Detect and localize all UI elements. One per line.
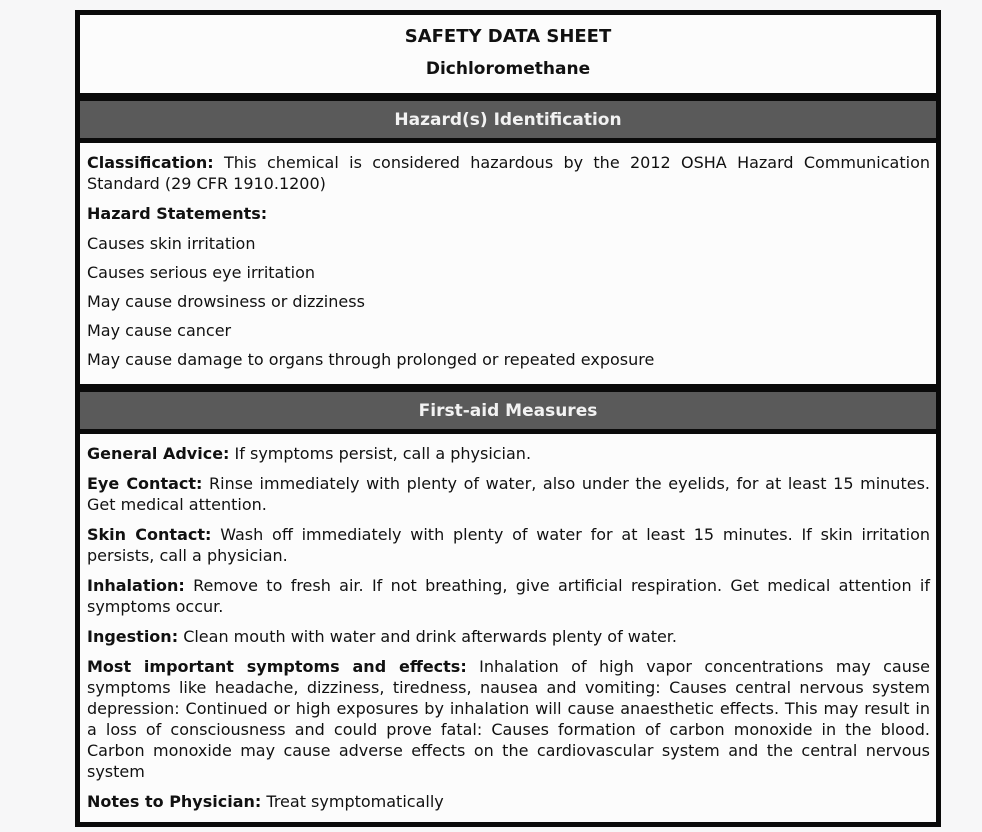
first-aid-item-label: General Advice:: [87, 444, 230, 463]
hazard-statements-heading: [87, 203, 930, 224]
first-aid-item-label: Ingestion:: [87, 627, 179, 646]
section-header-label: First-aid Measures: [418, 400, 598, 421]
first-aid-item-label: Eye Contact:: [87, 474, 203, 493]
hazard-statement: Causes serious eye irritation: [87, 263, 316, 282]
first-aid-item-general-advice: [87, 443, 930, 464]
title-block: [80, 15, 936, 101]
first-aid-item-text: Wash off immediately with plenty of water for at least 15 minutes. If skin irritation persists, call a physician.: [87, 525, 931, 565]
first-aid-measures-content: [80, 434, 936, 822]
first-aid-item-text: Rinse immediately with plenty of water, also under the eyelids, for at least 15 minutes. Get medical attention.: [87, 474, 930, 514]
first-aid-item-text: Remove to fresh air. If not breathing, give artificial respiration. Get medical attention if symptoms occur.: [87, 576, 930, 616]
section-header-hazard-identification: [80, 101, 936, 143]
document-subtitle: Dichloromethane: [425, 59, 591, 79]
first-aid-item-eye-contact: [87, 473, 930, 515]
first-aid-item-label: Notes to Physician:: [87, 792, 262, 811]
document-title: SAFETY DATA SHEET: [404, 26, 612, 47]
hazard-identification-content: [80, 143, 936, 392]
first-aid-item-text: Clean mouth with water and drink afterwards plenty of water.: [183, 627, 677, 646]
classification-paragraph: [87, 152, 930, 194]
first-aid-item-label: Inhalation:: [87, 576, 185, 595]
first-aid-item-label: Most important symptoms and effects:: [87, 657, 467, 676]
first-aid-item-text: If symptoms persist, call a physician.: [234, 444, 532, 463]
first-aid-item-label: Skin Contact:: [87, 525, 212, 544]
first-aid-item-ingestion: [87, 626, 930, 647]
first-aid-item-skin-contact: [87, 524, 930, 566]
classification-text: This chemical is considered hazardous by the 2012 OSHA Hazard Communication Standard (29 CFR 1910.1200): [87, 153, 930, 193]
classification-label: Classification:: [87, 153, 214, 172]
safety-data-sheet: [75, 10, 941, 827]
hazard-statement: May cause drowsiness or dizziness: [87, 292, 365, 311]
first-aid-item-inhalation: [87, 575, 930, 617]
first-aid-item-text: Treat symptomatically: [266, 792, 444, 811]
first-aid-item-most-important-symptoms: [87, 656, 930, 782]
hazard-statement: May cause cancer: [87, 321, 232, 340]
section-header-first-aid-measures: [80, 392, 936, 434]
first-aid-item-text: Inhalation of high vapor concentrations may cause symptoms like headache, dizziness, tiredness, nausea and vomiting: Causes central nervous system depression: Continued or high exposures by inhalation will cause anaesthetic effects. This may result in a loss of consciousness and could prove fatal: Causes formation of carbon monoxide in the blood. Carbon monoxide may cause adverse effects on the cardiovascular system and the central nervous system: [87, 657, 931, 781]
section-header-label: Hazard(s) Identification: [394, 109, 622, 130]
first-aid-item-notes-to-physician: [87, 791, 930, 812]
hazard-statement: Causes skin irritation: [87, 234, 256, 253]
hazard-statement: May cause damage to organs through prolonged or repeated exposure: [87, 350, 655, 369]
hazard-statements-label: Hazard Statements:: [87, 204, 268, 223]
